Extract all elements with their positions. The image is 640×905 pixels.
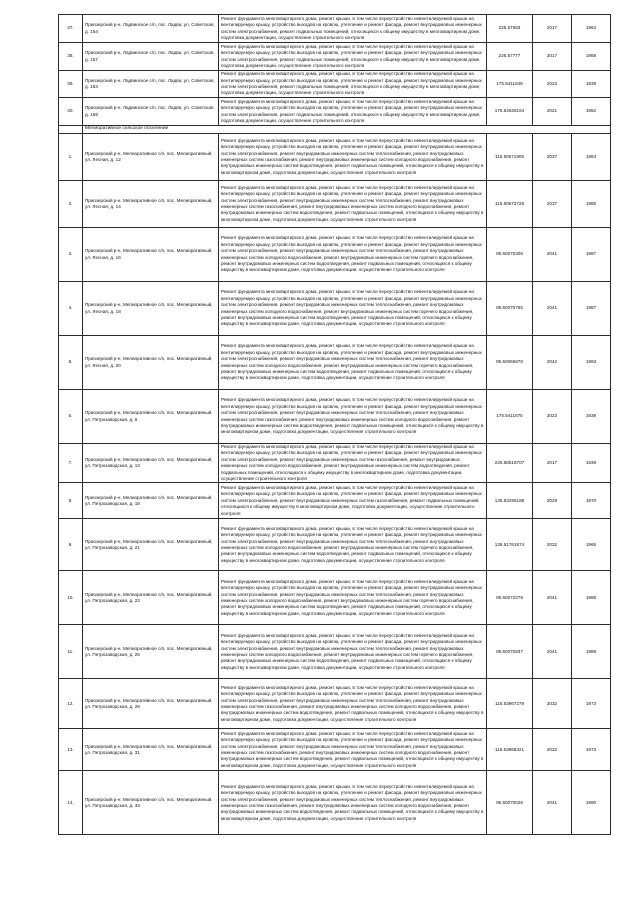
table-row [59, 444, 611, 483]
cost-cell: 115.53968321 [487, 729, 533, 771]
planned-year-cell: 2032 [533, 729, 572, 771]
table-row [59, 483, 611, 519]
work-description-cell: Ремонт фундамента многоквартирного дома, ремонт крыши, в том числе переустройство невентилируемой крыши на вентилируемую крышу, устройство выходов на кровлю, утепление и ремонт фасада, ремонт внутридомовых инженерных систем электроснабжения, ремонт внутридомовых инженерных систем теплоснабжения, ремонт внутридомовых инженерных систем газоснабжения, ремонт внутридомовых инженерных систем холодного водоснабжения, ремонт внутридомовых инженерных систем водоотведения, ремонт подвальных помещений, относящихся к общему имуществу в многоквартирном доме, подготовка документации, осуществление строительного контроля [219, 390, 487, 444]
work-description-cell: Ремонт фундамента многоквартирного дома, ремонт крыши, в том числе переустройство невентилируемой крыши на вентилируемую крышу, устройство выходов на кровлю, утепление и ремонт фасада, ремонт внутридомовых инженерных систем электроснабжения, ремонт внутридомовых инженерных систем теплоснабжения, ремонт внутридомовых инженерных систем холодного водоснабжения, ремонт внутридомовых инженерных систем горячего водоснабжения, ремонт внутридомовых инженерных систем водоотведения, ремонт подвальных помещений, относящихся к общему имуществу в многоквартирном доме, подготовка документации, осуществление строительного контроля [219, 571, 487, 625]
work-description-cell: Ремонт фундамента многоквартирного дома, ремонт крыши, в том числе переустройство невентилируемой крыши на вентилируемую крышу, устройство выходов на кровлю, утепление и ремонт фасада, ремонт внутридомовых инженерных систем электроснабжения, ремонт внутридомовых инженерных систем теплоснабжения, ремонт внутридомовых инженерных систем холодного водоснабжения, ремонт внутридомовых инженерных систем горячего водоснабжения, ремонт внутридомовых инженерных систем водоотведения, ремонт подвальных помещений, относящихся к общему имуществу в многоквартирном доме, подготовка документации, осуществление строительного контроля [219, 519, 487, 571]
address-cell: Приозерский р-н, Мелиоративное с/п, пос. Мелиоративный, ул. Петрозаводская, д. 29 [83, 679, 219, 729]
planned-year-cell: 2017 [533, 43, 572, 71]
cost-cell: 115.50673728 [487, 181, 533, 228]
cost-cell: 135.51761874 [487, 519, 533, 571]
address-cell: Приозерский р-н, Мелиоративное с/п, пос. Мелиоративный, ул. Лесная, д. 16 [83, 228, 219, 282]
cost-cell: 95.50066878 [487, 336, 533, 390]
build-year-cell: 1987 [572, 228, 611, 282]
work-description-cell: Ремонт фундамента многоквартирного дома, ремонт крыши, в том числе переустройство невентилируемой крыши на вентилируемую крышу, устройство выходов на кровлю, утепление и ремонт фасада, ремонт внутридомовых инженерных систем электроснабжения, ремонт внутридомовых инженерных систем теплоснабжения, ремонт внутридомовых инженерных систем газоснабжения, ремонт внутридомовых инженерных систем холодного водоснабжения, ремонт внутридомовых инженерных систем водоотведения, ремонт подвальных помещений, относящихся к общему имуществу в многоквартирном доме, подготовка документации, осуществление строительного контроля [219, 134, 487, 181]
work-description-cell: Ремонт фундамента многоквартирного дома, ремонт крыши, в том числе переустройство невентилируемой крыши на вентилируемую крышу, устройство выходов на кровлю, утепление и ремонт фасада, ремонт внутридомовых инженерных систем электроснабжения, ремонт подвальных помещений, относящихся к общему имуществу в многоквартирном доме, подготовка документации, осуществление строительного контроля [219, 71, 487, 98]
planned-year-cell: 2032 [533, 679, 572, 729]
work-description-cell: Ремонт фундамента многоквартирного дома, ремонт крыши, в том числе переустройство невентилируемой крыши на вентилируемую крышу, устройство выходов на кровлю, утепление и ремонт фасада, ремонт внутридомовых инженерных систем электроснабжения, ремонт внутридомовых инженерных систем теплоснабжения, ремонт внутридомовых инженерных систем газоснабжения, ремонт внутридомовых инженерных систем холодного водоснабжения, ремонт внутридомовых инженерных систем водоотведения, ремонт подвальных помещений, относящихся к общему имуществу в многоквартирном доме, подготовка документации, осуществление строительного контроля [219, 729, 487, 771]
address-cell: Приозерский р-н, Мелиоративное с/п, пос. Мелиоративный, ул. Петрозаводская, д. 31 [83, 729, 219, 771]
build-year-cell: 1989 [572, 625, 611, 679]
address-cell: Приозерский р-н, Ладвинское с/п, пос. Ладва, ул. Советская, д. 165 [83, 98, 219, 126]
cost-cell: 225.58518707 [487, 444, 533, 483]
planned-year-cell: 2037 [533, 181, 572, 228]
row-number: 10. [59, 571, 83, 625]
cost-cell: 225.57777 [487, 43, 533, 71]
cost-cell: 175.54628164 [487, 98, 533, 126]
table-row [59, 519, 611, 571]
work-description-cell: Ремонт фундамента многоквартирного дома, ремонт крыши, в том числе переустройство невентилируемой крыши на вентилируемую крышу, устройство выходов на кровлю, утепление и ремонт фасада, ремонт внутридомовых инженерных систем электроснабжения, ремонт внутридомовых инженерных систем теплоснабжения, ремонт внутридомовых инженерных систем газоснабжения, ремонт внутридомовых инженерных систем холодного водоснабжения, ремонт внутридомовых инженерных систем водоотведения, ремонт подвальных помещений, относящихся к общему имуществу в многоквартирном доме, подготовка документации, осуществление строительного контроля [219, 771, 487, 835]
row-number: 2. [59, 181, 83, 228]
build-year-cell: 1952 [572, 98, 611, 126]
build-year-cell: 1963 [572, 15, 611, 43]
table-row [59, 98, 611, 126]
address-cell: Приозерский р-н, Мелиоративное с/п, пос. Мелиоративный, ул. Лесная, д. 20 [83, 336, 219, 390]
cost-cell: 175.5411849 [487, 71, 533, 98]
planned-year-cell: 2041 [533, 282, 572, 336]
address-cell: Приозерский р-н, Мелиоративное с/п, пос. Мелиоративный, ул. Петрозаводская, д. 21 [83, 519, 219, 571]
cost-cell: 95.50072279 [487, 571, 533, 625]
address-cell: Приозерский р-н, Ладвинское с/п, пос. Ладва, ул. Советская, д. 157 [83, 43, 219, 71]
row-number: 13. [59, 729, 83, 771]
row-number: 1. [59, 134, 83, 181]
table-row [59, 181, 611, 228]
build-year-cell: 1970 [572, 483, 611, 519]
build-year-cell: 1985 [572, 181, 611, 228]
table-row [59, 571, 611, 625]
work-description-cell: Ремонт фундамента многоквартирного дома, ремонт крыши, в том числе переустройство невентилируемой крыши на вентилируемую крышу, устройство выходов на кровлю, утепление и ремонт фасада, ремонт внутридомовых инженерных систем электроснабжения, ремонт внутридомовых инженерных систем теплоснабжения, ремонт внутридомовых инженерных систем газоснабжения, ремонт внутридомовых инженерных систем холодного водоснабжения, ремонт внутридомовых инженерных систем водоотведения, ремонт подвальных помещений, относящихся к общему имуществу в многоквартирном доме, подготовка документации, осуществление строительного контроля [219, 679, 487, 729]
cost-cell: 225.57563 [487, 15, 533, 43]
planned-year-cell: 2032 [533, 519, 572, 571]
row-number: 40. [59, 98, 83, 126]
table-row [59, 43, 611, 71]
section-header-row [59, 126, 611, 134]
row-number: 3. [59, 228, 83, 282]
planned-year-cell: 2017 [533, 15, 572, 43]
row-number: 8. [59, 483, 83, 519]
cost-cell: 95.50075308 [487, 228, 533, 282]
planned-year-cell: 2021 [533, 98, 572, 126]
build-year-cell: 1990 [572, 771, 611, 835]
housing-repair-register-table [58, 14, 611, 835]
row-number: 11. [59, 625, 83, 679]
table-row [59, 282, 611, 336]
build-year-cell: 1939 [572, 390, 611, 444]
planned-year-cell: 2023 [533, 390, 572, 444]
row-number: 6. [59, 390, 83, 444]
address-cell: Приозерский р-н, Мелиоративное с/п, пос. Мелиоративный, ул. Петрозаводская, д. 25 [83, 625, 219, 679]
work-description-cell: Ремонт фундамента многоквартирного дома, ремонт крыши, в том числе переустройство невентилируемой крыши на вентилируемую крышу, устройство выходов на кровлю, утепление и ремонт фасада, ремонт внутридомовых инженерных систем электроснабжения, ремонт внутридомовых инженерных систем теплоснабжения, ремонт внутридомовых инженерных систем холодного водоснабжения, ремонт внутридомовых инженерных систем горячего водоснабжения, ремонт внутридомовых инженерных систем водоотведения, ремонт подвальных помещений, относящихся к общему имуществу в многоквартирном доме, подготовка документации, осуществление строительного контроля [219, 282, 487, 336]
work-description-cell: Ремонт фундамента многоквартирного дома, ремонт крыши, в том числе переустройство невентилируемой крыши на вентилируемую крышу, устройство выходов на кровлю, утепление и ремонт фасада, ремонт внутридомовых инженерных систем электроснабжения, ремонт внутридомовых инженерных систем теплоснабжения, ремонт внутридомовых инженерных систем холодного водоснабжения, ремонт внутридомовых инженерных систем горячего водоснабжения, ремонт внутридомовых инженерных систем водоотведения, ремонт подвальных помещений, относящихся к общему имуществу в многоквартирном доме, подготовка документации, осуществление строительного контроля [219, 228, 487, 282]
address-cell: Приозерский р-н, Ладвинское с/п, пос. Ладва, ул. Советская, д. 154 [83, 15, 219, 43]
work-description-cell: Ремонт фундамента многоквартирного дома, ремонт крыши, в том числе переустройство невентилируемой крыши на вентилируемую крышу, устройство выходов на кровлю, утепление и ремонт фасада, ремонт внутридомовых инженерных систем электроснабжения, ремонт подвальных помещений, относящихся к общему имуществу в многоквартирном доме, подготовка документации, осуществление строительного контроля [219, 15, 487, 43]
work-description-cell: Ремонт фундамента многоквартирного дома, ремонт крыши, в том числе переустройство невентилируемой крыши на вентилируемую крышу, устройство выходов на кровлю, утепление и ремонт фасада, ремонт внутридомовых инженерных систем электроснабжения, ремонт внутридомовых инженерных систем газоснабжения, ремонт подвальных помещений, относящихся к общему имуществу в многоквартирном доме, подготовка документации, осуществление строительного контроля [219, 483, 487, 519]
address-cell: Приозерский р-н, Мелиоративное с/п, пос. Мелиоративный, ул. Петрозаводская, д. 23 [83, 571, 219, 625]
row-number: 4. [59, 282, 83, 336]
build-year-cell: 1939 [572, 444, 611, 483]
table-row [59, 228, 611, 282]
cost-cell: 115.50671905 [487, 134, 533, 181]
planned-year-cell: 2037 [533, 134, 572, 181]
planned-year-cell: 2041 [533, 771, 572, 835]
table-row [59, 15, 611, 43]
build-year-cell: 1939 [572, 71, 611, 98]
row-number: 12. [59, 679, 83, 729]
planned-year-cell: 2023 [533, 71, 572, 98]
cost-cell: 95.50070765 [487, 282, 533, 336]
address-cell: Приозерский р-н, Мелиоративное с/п, пос. Мелиоративный, ул. Лесная, д. 14 [83, 181, 219, 228]
work-description-cell: Ремонт фундамента многоквартирного дома, ремонт крыши, в том числе переустройство невентилируемой крыши на вентилируемую крышу, устройство выходов на кровлю, утепление и ремонт фасада, ремонт внутридомовых инженерных систем электроснабжения, ремонт подвальных помещений, относящихся к общему имуществу в многоквартирном доме, подготовка документации, осуществление строительного контроля [219, 98, 487, 126]
planned-year-cell: 2041 [533, 571, 572, 625]
row-number: 9. [59, 519, 83, 571]
table-row [59, 71, 611, 98]
planned-year-cell: 2041 [533, 228, 572, 282]
build-year-cell: 1984 [572, 134, 611, 181]
row-number: 5. [59, 336, 83, 390]
address-cell: Приозерский р-н, Мелиоративное с/п, пос. Мелиоративный, ул. Петрозаводская, д. 13 [83, 444, 219, 483]
address-cell: Приозерский р-н, Ладвинское с/п, пос. Ладва, ул. Советская, д. 163 [83, 71, 219, 98]
build-year-cell: 1958 [572, 43, 611, 71]
row-number: 37. [59, 15, 83, 43]
work-description-cell: Ремонт фундамента многоквартирного дома, ремонт крыши, в том числе переустройство невентилируемой крыши на вентилируемую крышу, устройство выходов на кровлю, утепление и ремонт фасада, ремонт внутридомовых инженерных систем электроснабжения, ремонт внутридомовых инженерных систем газоснабжения, ремонт внутридомовых инженерных систем холодного водоснабжения, ремонт внутридомовых инженерных систем водоотведения, ремонт подвальных помещений, относящихся к общему имуществу в многоквартирном доме, подготовка документации, осуществление строительного контроля [219, 444, 487, 483]
build-year-cell: 1965 [572, 519, 611, 571]
planned-year-cell: 2029 [533, 483, 572, 519]
address-cell: Приозерский р-н, Мелиоративное с/п, пос. Мелиоративный, ул. Петрозаводская, д. 33 [83, 771, 219, 835]
build-year-cell: 1973 [572, 679, 611, 729]
table-row [59, 771, 611, 835]
cost-cell: 95.50070837 [487, 625, 533, 679]
build-year-cell: 1988 [572, 571, 611, 625]
work-description-cell: Ремонт фундамента многоквартирного дома, ремонт крыши, в том числе переустройство невентилируемой крыши на вентилируемую крышу, устройство выходов на кровлю, утепление и ремонт фасада, ремонт внутридомовых инженерных систем электроснабжения, ремонт внутридомовых инженерных систем теплоснабжения, ремонт внутридомовых инженерных систем холодного водоснабжения, ремонт внутридомовых инженерных систем горячего водоснабжения, ремонт внутридомовых инженерных систем водоотведения, ремонт подвальных помещений, относящихся к общему имуществу в многоквартирном доме, подготовка документации, осуществление строительного контроля [219, 625, 487, 679]
table-row [59, 729, 611, 771]
section-empty-cell [59, 126, 83, 134]
cost-cell: 95.50070026 [487, 771, 533, 835]
section-title: Мелиоративное сельское поселение [83, 126, 611, 134]
build-year-cell: 1973 [572, 729, 611, 771]
cost-cell: 135.53296188 [487, 483, 533, 519]
work-description-cell: Ремонт фундамента многоквартирного дома, ремонт крыши, в том числе переустройство невентилируемой крыши на вентилируемую крышу, устройство выходов на кровлю, утепление и ремонт фасада, ремонт внутридомовых инженерных систем электроснабжения, ремонт внутридомовых инженерных систем теплоснабжения, ремонт внутридомовых инженерных систем холодного водоснабжения, ремонт внутридомовых инженерных систем горячего водоснабжения, ремонт внутридомовых инженерных систем водоотведения, ремонт подвальных помещений, относящихся к общему имуществу в многоквартирном доме, подготовка документации, осуществление строительного контроля [219, 336, 487, 390]
row-number: 38. [59, 43, 83, 71]
address-cell: Приозерский р-н, Мелиоративное с/п, пос. Мелиоративный, ул. Лесная, д. 12 [83, 134, 219, 181]
table-row [59, 625, 611, 679]
address-cell: Приозерский р-н, Мелиоративное с/п, пос. Мелиоративный, ул. Петрозаводская, д. 18 [83, 483, 219, 519]
row-number: 7. [59, 444, 83, 483]
planned-year-cell: 2041 [533, 625, 572, 679]
cost-cell: 115.53967279 [487, 679, 533, 729]
table-row [59, 134, 611, 181]
row-number: 14. [59, 771, 83, 835]
work-description-cell: Ремонт фундамента многоквартирного дома, ремонт крыши, в том числе переустройство невентилируемой крыши на вентилируемую крышу, устройство выходов на кровлю, утепление и ремонт фасада, ремонт внутридомовых инженерных систем электроснабжения, ремонт подвальных помещений, относящихся к общему имуществу в многоквартирном доме, подготовка документации, осуществление строительного контроля [219, 43, 487, 71]
cost-cell: 175.5411675 [487, 390, 533, 444]
planned-year-cell: 2042 [533, 336, 572, 390]
row-number: 39. [59, 71, 83, 98]
table-row [59, 679, 611, 729]
table-row [59, 390, 611, 444]
address-cell: Приозерский р-н, Мелиоративное с/п, пос. Мелиоративный, ул. Лесная, д. 18 [83, 282, 219, 336]
address-cell: Приозерский р-н, Мелиоративное с/п, пос. Мелиоративный, ул. Петрозаводская, д. 6 [83, 390, 219, 444]
table-row [59, 336, 611, 390]
build-year-cell: 1987 [572, 282, 611, 336]
planned-year-cell: 2017 [533, 444, 572, 483]
work-description-cell: Ремонт фундамента многоквартирного дома, ремонт крыши, в том числе переустройство невентилируемой крыши на вентилируемую крышу, устройство выходов на кровлю, утепление и ремонт фасада, ремонт внутридомовых инженерных систем электроснабжения, ремонт внутридомовых инженерных систем теплоснабжения, ремонт внутридомовых инженерных систем газоснабжения, ремонт внутридомовых инженерных систем холодного водоснабжения, ремонт внутридомовых инженерных систем водоотведения, ремонт подвальных помещений, относящихся к общему имуществу в многоквартирном доме, подготовка документации, осуществление строительного контроля [219, 181, 487, 228]
build-year-cell: 1993 [572, 336, 611, 390]
